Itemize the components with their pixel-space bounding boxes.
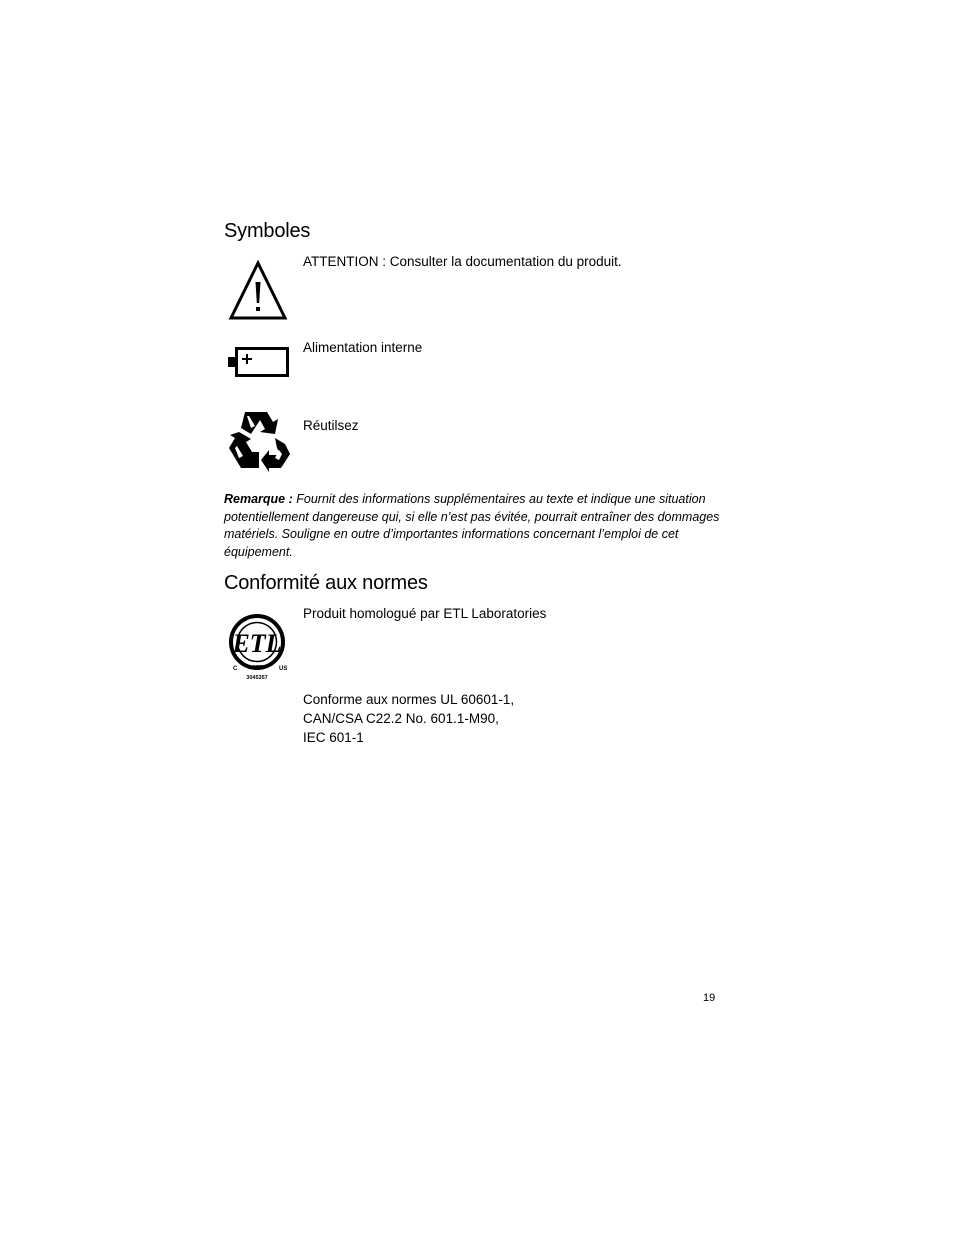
note-paragraph	[224, 491, 724, 561]
page-number: 19	[703, 992, 716, 1004]
etl-logo-right: US	[279, 666, 288, 672]
etl-logo-left: C	[233, 666, 238, 672]
etl-logo-main: ETL	[232, 629, 282, 658]
standard-line: IEC 601-1	[303, 730, 364, 745]
etl-logo-middle: LISTED	[248, 665, 266, 671]
battery-icon	[228, 346, 290, 378]
etl-text: Produit homologué par ETL Laboratories	[303, 606, 547, 621]
warning-triangle-icon	[228, 260, 288, 320]
recycle-text: Réutilsez	[303, 418, 359, 433]
warning-text: ATTENTION : Consulter la documentation du produit.	[303, 254, 622, 269]
standard-line: CAN/CSA C22.2 No. 601.1-M90,	[303, 711, 499, 726]
etl-logo-number: 3045357	[246, 675, 268, 681]
etl-listed-logo-icon	[229, 612, 291, 682]
compliance-heading: Conformité aux normes	[224, 572, 428, 594]
note-text: Fournit des informations supplémentaires au texte et indique une situation potentiellement dangereuse qui, si elle n’est pas évitée, pourrait entraîner des dommages matériels. Souligne en outre d’importantes informations concernant l’emploi de cet équipement.	[224, 492, 720, 559]
standard-line: Conforme aux normes UL 60601-1,	[303, 692, 515, 707]
standards-list	[303, 690, 514, 747]
note-label: Remarque :	[224, 492, 293, 506]
recycle-icon	[227, 410, 291, 472]
symbols-heading: Symboles	[224, 220, 311, 242]
battery-text: Alimentation interne	[303, 340, 423, 355]
